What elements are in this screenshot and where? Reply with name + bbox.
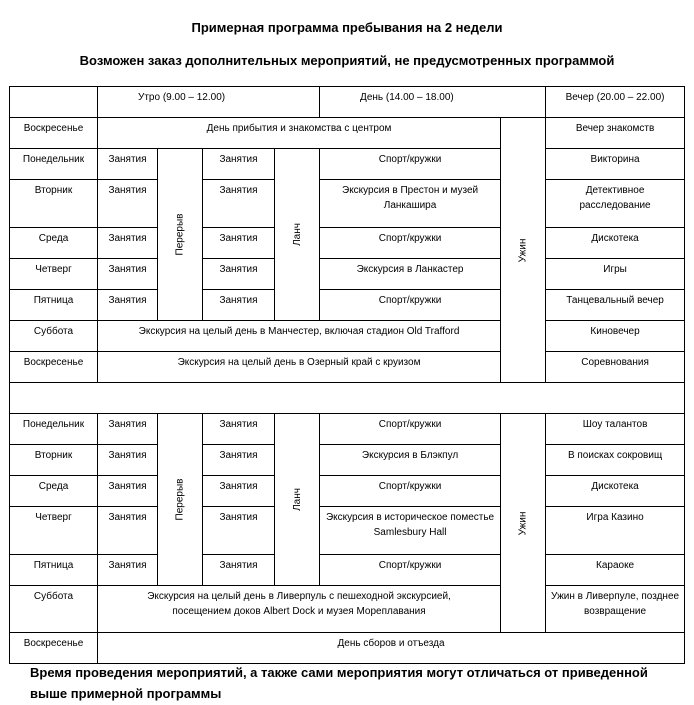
- day-cell: Вторник: [10, 445, 98, 476]
- table-row: [10, 228, 685, 259]
- day-cell: Воскресенье: [10, 118, 98, 149]
- morning-cell: Занятия: [98, 445, 158, 476]
- lunch-label: Ланч: [291, 223, 303, 246]
- evening-cell: Соревнования: [546, 352, 685, 383]
- day-cell: Среда: [10, 228, 98, 259]
- day-cell: Суббота: [10, 586, 98, 633]
- day-cell: Понедельник: [10, 149, 98, 180]
- afternoon-cell: Экскурсия в Ланкастер: [320, 259, 501, 290]
- activity-cell: День сборов и отъезда: [98, 633, 685, 664]
- evening-cell: В поисках сокровищ: [546, 445, 685, 476]
- day-cell: Воскресенье: [10, 633, 98, 664]
- morning-cell: Занятия: [98, 149, 158, 180]
- day-cell: Вторник: [10, 180, 98, 228]
- break-label: Перерыв: [174, 478, 186, 521]
- lunch-column-week2: [275, 414, 320, 586]
- table-row: [10, 290, 685, 321]
- evening-cell: Шоу талантов: [546, 414, 685, 445]
- activity-cell: Экскурсия на целый день в Манчестер, включая стадион Old Trafford: [98, 321, 501, 352]
- day-cell: Пятница: [10, 290, 98, 321]
- afternoon-cell: Экскурсия в историческое поместье Samlesbury Hall: [320, 507, 501, 555]
- table-row: [10, 118, 685, 149]
- activity-cell: День прибытия и знакомства с центром: [98, 118, 501, 149]
- header-row: [10, 87, 685, 118]
- morning-cell: Занятия: [98, 507, 158, 555]
- table-row: [10, 633, 685, 664]
- evening-cell: Танцевальный вечер: [546, 290, 685, 321]
- dinner-column-week2: [501, 414, 546, 633]
- evening-cell: Ужин в Ливерпуле, позднее возвращение: [546, 586, 685, 633]
- morning2-cell: Занятия: [203, 476, 275, 507]
- lunch-column-week1: [275, 149, 320, 321]
- afternoon-cell: Спорт/кружки: [320, 414, 501, 445]
- morning2-cell: Занятия: [203, 228, 275, 259]
- morning2-cell: Занятия: [203, 414, 275, 445]
- morning2-cell: Занятия: [203, 555, 275, 586]
- evening-cell: Игра Казино: [546, 507, 685, 555]
- week-separator: [10, 383, 685, 414]
- day-cell: Пятница: [10, 555, 98, 586]
- table-row: [10, 445, 685, 476]
- table-row: [10, 507, 685, 555]
- evening-cell: Викторина: [546, 149, 685, 180]
- afternoon-cell: Спорт/кружки: [320, 149, 501, 180]
- table-row: [10, 149, 685, 180]
- afternoon-cell: Экскурсия в Престон и музей Ланкашира: [320, 180, 501, 228]
- table-row: [10, 555, 685, 586]
- afternoon-cell: Спорт/кружки: [320, 555, 501, 586]
- break-column-week1: [158, 149, 203, 321]
- day-cell: Суббота: [10, 321, 98, 352]
- evening-cell: Караоке: [546, 555, 685, 586]
- footer-note: Время проведения мероприятий, а также сами мероприятия могут отличаться от приведенной выше примерной программы: [30, 665, 648, 701]
- evening-cell: Дискотека: [546, 228, 685, 259]
- evening-cell: Вечер знакомств: [546, 118, 685, 149]
- morning-cell: Занятия: [98, 555, 158, 586]
- activity-cell: Экскурсия на целый день в Озерный край с круизом: [98, 352, 501, 383]
- table-row: [10, 321, 685, 352]
- morning2-cell: Занятия: [203, 180, 275, 228]
- morning2-cell: Занятия: [203, 259, 275, 290]
- dinner-label: Ужин: [517, 238, 529, 262]
- week-separator-row: [10, 383, 685, 414]
- afternoon-cell: Спорт/кружки: [320, 228, 501, 259]
- morning-cell: Занятия: [98, 290, 158, 321]
- evening-cell: Игры: [546, 259, 685, 290]
- table-row: [10, 586, 685, 633]
- table-row: [10, 259, 685, 290]
- morning2-cell: Занятия: [203, 149, 275, 180]
- break-label: Перерыв: [174, 213, 186, 256]
- dinner-label: Ужин: [517, 511, 529, 535]
- header-evening: Вечер (20.00 – 22.00): [546, 87, 685, 118]
- morning-cell: Занятия: [98, 414, 158, 445]
- day-cell: Воскресенье: [10, 352, 98, 383]
- header-morning: Утро (9.00 – 12.00): [98, 87, 320, 118]
- activity-cell: Экскурсия на целый день в Ливерпуль с пешеходной экскурсией, посещением доков Albert Dock и музея Мореплавания: [98, 586, 501, 633]
- table-row: [10, 476, 685, 507]
- page-title: Примерная программа пребывания на 2 недели: [191, 20, 503, 35]
- header-empty-cell: [10, 87, 98, 118]
- day-cell: Четверг: [10, 259, 98, 290]
- header-day: День (14.00 – 18.00): [320, 87, 546, 118]
- table-row: [10, 414, 685, 445]
- page-subtitle: Возможен заказ дополнительных мероприятий, не предусмотренных программой: [79, 53, 615, 68]
- morning2-cell: Занятия: [203, 290, 275, 321]
- morning2-cell: Занятия: [203, 507, 275, 555]
- afternoon-cell: Спорт/кружки: [320, 290, 501, 321]
- day-cell: Четверг: [10, 507, 98, 555]
- day-cell: Понедельник: [10, 414, 98, 445]
- lunch-label: Ланч: [291, 488, 303, 511]
- day-cell: Среда: [10, 476, 98, 507]
- evening-cell: Детективное расследование: [546, 180, 685, 228]
- evening-cell: Киновечер: [546, 321, 685, 352]
- morning-cell: Занятия: [98, 259, 158, 290]
- morning2-cell: Занятия: [203, 445, 275, 476]
- break-column-week2: [158, 414, 203, 586]
- table-row: [10, 352, 685, 383]
- afternoon-cell: Экскурсия в Блэкпул: [320, 445, 501, 476]
- morning-cell: Занятия: [98, 476, 158, 507]
- afternoon-cell: Спорт/кружки: [320, 476, 501, 507]
- dinner-column-week1: [501, 118, 546, 383]
- evening-cell: Дискотека: [546, 476, 685, 507]
- morning-cell: Занятия: [98, 180, 158, 228]
- schedule-table: [9, 86, 685, 664]
- morning-cell: Занятия: [98, 228, 158, 259]
- table-row: [10, 180, 685, 228]
